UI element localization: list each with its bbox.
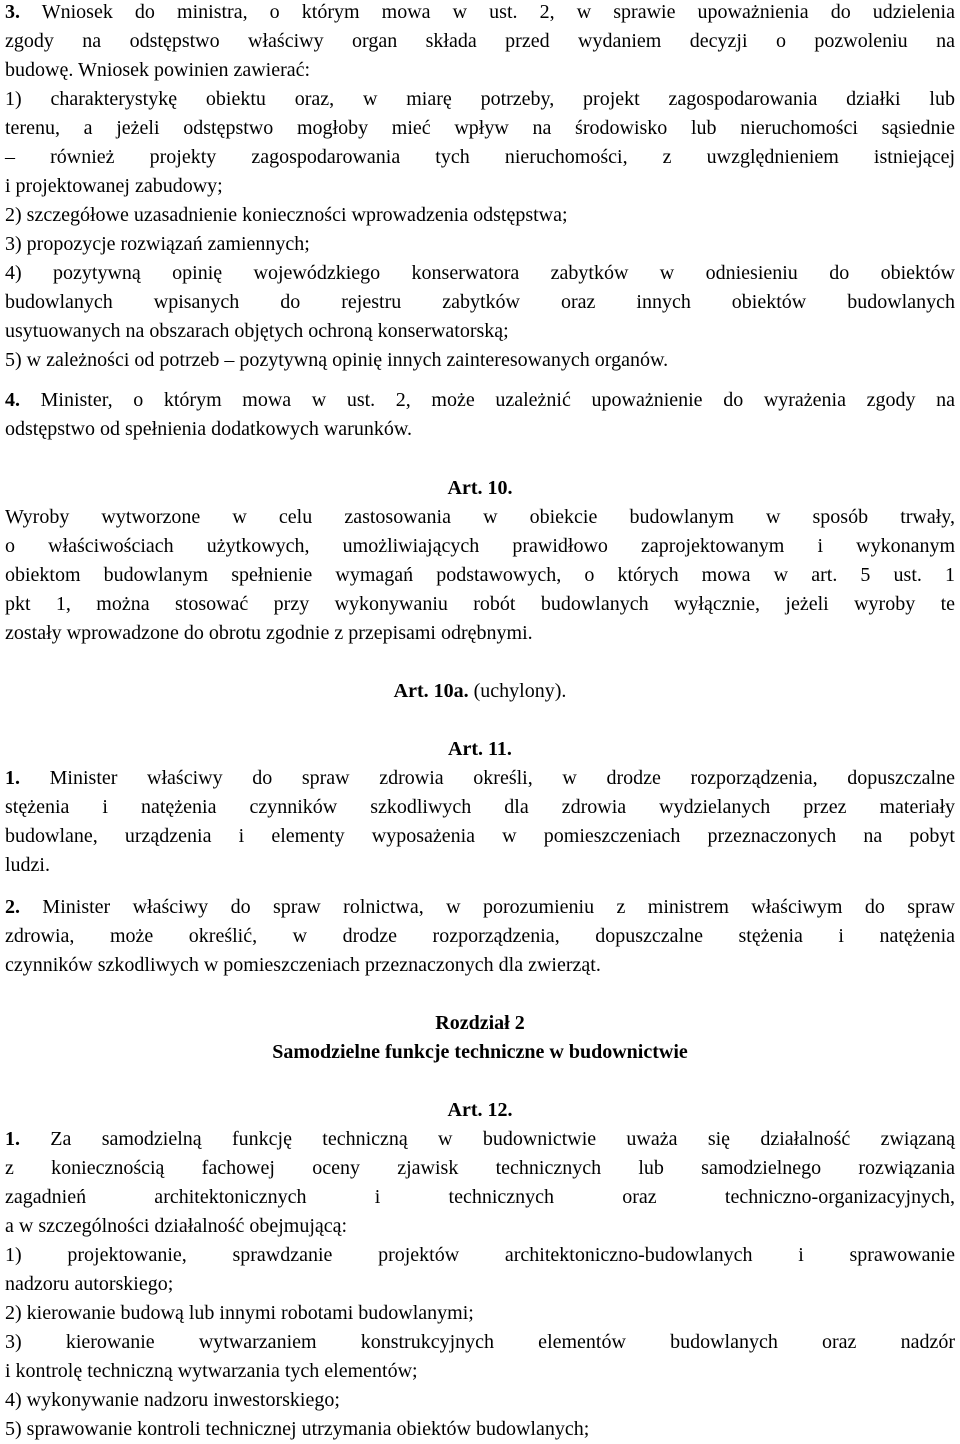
paragraph-line: ludzi. — [5, 854, 50, 876]
paragraph-line: pkt 1, można stosować przy wykonywaniu robót budowlanych wyłącznie, jeżeli wyroby te — [5, 593, 955, 615]
paragraph-line: stężenia i natężenia czynników szkodliwych dla zdrowia wydzielanych przez materiały — [5, 796, 955, 818]
paragraph-line: 1. Minister właściwy do spraw zdrowia określi, w drodze rozporządzenia, dopuszczalne — [5, 767, 955, 789]
list-item-line: usytuowanych na obszarach objętych ochroną konserwatorską; — [5, 320, 509, 342]
article-heading: Art. 11. — [448, 738, 512, 760]
section-number: 1. — [5, 767, 20, 789]
list-item-line: 4) pozytywną opinię wojewódzkiego konserwatora zabytków w odniesieniu do obiektów — [5, 262, 955, 284]
paragraph-line: 2. Minister właściwy do spraw rolnictwa, w porozumieniu z ministrem właściwym do spraw — [5, 896, 955, 918]
paragraph-line: Wyroby wytworzone w celu zastosowania w obiekcie budowlanym w sposób trwały, — [5, 506, 955, 528]
list-item-line: 2) szczegółowe uzasadnienie konieczności wprowadzenia odstępstwa; — [5, 204, 568, 226]
list-item-line: 1) charakterystykę obiektu oraz, w miarę potrzeby, projekt zagospodarowania działki lub — [5, 88, 955, 110]
article-heading: Art. 10a. (uchylony). — [393, 680, 567, 702]
list-item-line: 5) sprawowanie kontroli technicznej utrzymania obiektów budowlanych; — [5, 1418, 590, 1440]
section-number: 1. — [5, 1128, 20, 1150]
list-item-line: terenu, a jeżeli odstępstwo mogłoby mieć wpływ na środowisko lub nieruchomości sąsiednie — [5, 117, 955, 139]
paragraph-line: zostały wprowadzone do obrotu zgodnie z przepisami odrębnymi. — [5, 622, 533, 644]
article-heading: Art. 12. — [447, 1099, 513, 1121]
section-number: 2. — [5, 896, 20, 918]
article-heading: Art. 10. — [447, 477, 513, 499]
list-item-line: 1) projektowanie, sprawdzanie projektów architektoniczno-budowlanych i sprawowanie — [5, 1244, 955, 1266]
paragraph-line: budowę. Wniosek powinien zawierać: — [5, 59, 311, 81]
paragraph-line: budowlane, urządzenia i elementy wyposażenia w pomieszczeniach przeznaczonych na pobyt — [5, 825, 955, 847]
paragraph-line: zdrowia, może określić, w drodze rozporządzenia, dopuszczalne stężenia i natężenia — [5, 925, 955, 947]
list-item-line: i kontrolę techniczną wytwarzania tych elementów; — [5, 1360, 418, 1382]
chapter-title: Samodzielne funkcje techniczne w budownictwie — [272, 1041, 688, 1063]
list-item-line: i projektowanej zabudowy; — [5, 175, 223, 197]
paragraph-line: zgody na odstępstwo właściwy organ składa przed wydaniem decyzji o pozwoleniu na — [5, 30, 955, 52]
list-item-line: – również projekty zagospodarowania tych nieruchomości, z uwzględnieniem istniejącej — [5, 146, 955, 168]
list-item-line: 2) kierowanie budową lub innymi robotami budowlanymi; — [5, 1302, 474, 1324]
paragraph-line: o właściwościach użytkowych, umożliwiających prawidłowo zaprojektowanym i wykonanym — [5, 535, 955, 557]
list-item-line: 4) wykonywanie nadzoru inwestorskiego; — [5, 1389, 340, 1411]
paragraph-line: 3. Wniosek do ministra, o którym mowa w ust. 2, w sprawie upoważnienia do udzielenia — [5, 1, 955, 23]
section-number: 4. — [5, 389, 20, 411]
chapter-heading: Rozdział 2 — [435, 1012, 525, 1034]
list-item-line: 3) kierowanie wytwarzaniem konstrukcyjnych elementów budowlanych oraz nadzór — [5, 1331, 955, 1353]
paragraph-line: z koniecznością fachowej oceny zjawisk technicznych lub samodzielnego rozwiązania — [5, 1157, 955, 1179]
list-item-line: 5) w zależności od potrzeb – pozytywną opinię innych zainteresowanych organów. — [5, 349, 669, 371]
section-number: 3. — [5, 1, 20, 23]
list-item-line: nadzoru autorskiego; — [5, 1273, 174, 1295]
paragraph-line: a w szczególności działalność obejmującą: — [5, 1215, 348, 1237]
paragraph-line: obiektom budowlanym spełnienie wymagań podstawowych, o których mowa w art. 5 ust. 1 — [5, 564, 955, 586]
paragraph-line: 4. Minister, o którym mowa w ust. 2, może uzależnić upoważnienie do wyrażenia zgody na — [5, 389, 955, 411]
paragraph-line: odstępstwo od spełnienia dodatkowych warunków. — [5, 418, 412, 440]
paragraph-line: czynników szkodliwych w pomieszczeniach przeznaczonych dla zwierząt. — [5, 954, 601, 976]
list-item-line: budowlanych wpisanych do rejestru zabytków oraz innych obiektów budowlanych — [5, 291, 955, 313]
list-item-line: 3) propozycje rozwiązań zamiennych; — [5, 233, 310, 255]
paragraph-line: 1. Za samodzielną funkcję techniczną w budownictwie uważa się działalność związaną — [5, 1128, 955, 1150]
paragraph-line: zagadnień architektonicznych i technicznych oraz techniczno-organizacyjnych, — [5, 1186, 955, 1208]
